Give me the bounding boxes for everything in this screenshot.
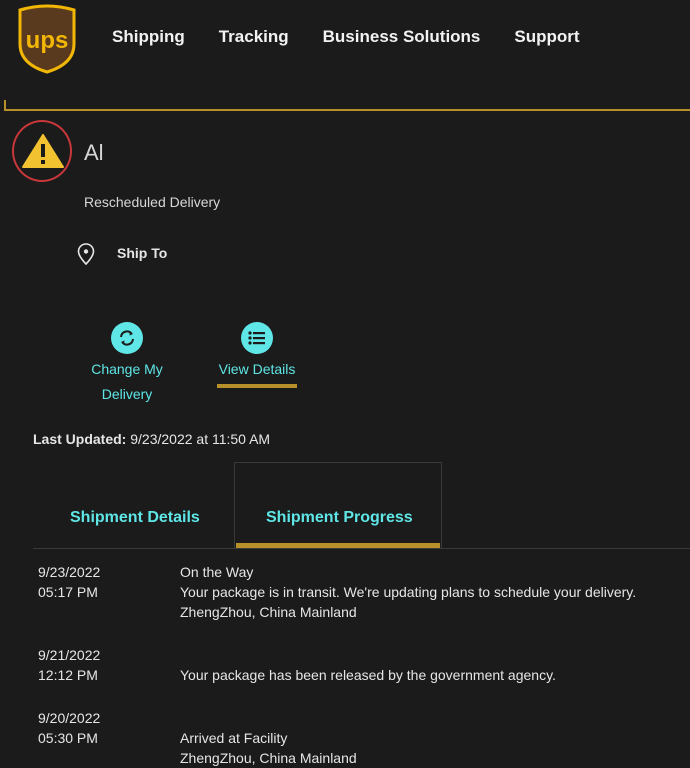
refresh-icon bbox=[111, 322, 143, 354]
progress-description: Your package has been released by the government agency. bbox=[180, 667, 556, 683]
last-updated-value: 9/23/2022 at 11:50 AM bbox=[130, 431, 271, 447]
nav-support[interactable]: Support bbox=[514, 27, 580, 46]
header-divider bbox=[4, 109, 690, 111]
status-subtitle: Rescheduled Delivery bbox=[84, 194, 221, 210]
ship-to-label[interactable]: Ship To bbox=[117, 245, 168, 261]
active-tab-underline bbox=[236, 543, 440, 548]
last-updated-label: Last Updated: bbox=[33, 431, 127, 447]
progress-date: 9/20/2022 05:30 PM bbox=[38, 710, 101, 746]
warning-triangle-icon bbox=[22, 134, 64, 168]
nav-tracking[interactable]: Tracking bbox=[218, 27, 289, 46]
progress-date: 9/21/2022 12:12 PM bbox=[38, 647, 101, 683]
ups-logo[interactable] bbox=[17, 4, 77, 74]
nav-shipping[interactable]: Shipping bbox=[112, 27, 185, 46]
progress-description: On the Way Your package is in transit. We're updating plans to schedule your delivery. ZhengZhou, China Mainland bbox=[180, 564, 637, 620]
svg-text:ups: ups bbox=[25, 27, 69, 54]
last-updated bbox=[33, 431, 270, 447]
tab-shipment-details[interactable]: Shipment Details bbox=[70, 509, 200, 526]
progress-description: Arrived at Facility ZhengZhou, China Mainland bbox=[180, 730, 357, 766]
tab-shipment-progress[interactable]: Shipment Progress bbox=[266, 509, 413, 526]
site-header bbox=[0, 0, 690, 108]
progress-date: 9/23/2022 05:17 PM bbox=[38, 564, 101, 600]
list-icon bbox=[241, 322, 273, 354]
tab-progress-frame bbox=[234, 462, 442, 548]
view-details-underline bbox=[217, 384, 297, 388]
nav-business-solutions[interactable]: Business Solutions bbox=[322, 27, 481, 46]
change-delivery-button[interactable] bbox=[82, 322, 172, 407]
status-title: Al bbox=[84, 140, 104, 165]
view-details-button[interactable] bbox=[210, 322, 304, 388]
change-delivery-label: Change My Delivery bbox=[91, 361, 163, 402]
location-pin-icon bbox=[77, 243, 95, 265]
view-details-label: View Details bbox=[218, 361, 296, 377]
tabs-divider bbox=[33, 548, 690, 549]
main-nav bbox=[112, 27, 614, 47]
